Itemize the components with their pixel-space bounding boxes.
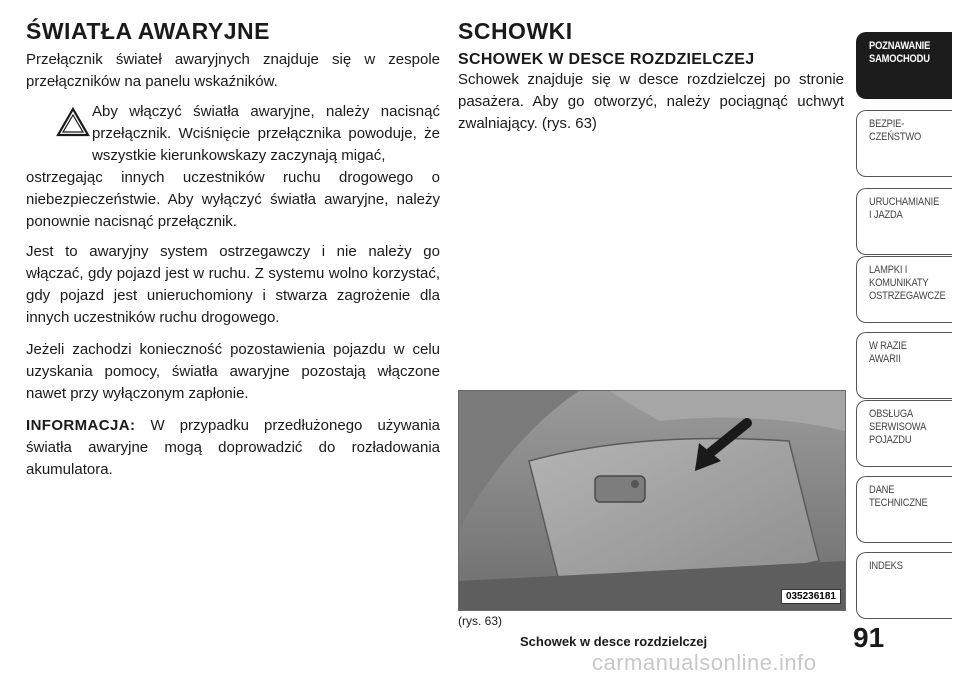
tab-indeks[interactable] xyxy=(856,552,952,619)
tab-poznawanie-samochodu[interactable] xyxy=(856,32,952,99)
glovebox-figure xyxy=(458,390,846,611)
tab-label: POZNAWANIE SAMOCHODU xyxy=(869,40,931,65)
tab-label: INDEKS xyxy=(869,560,903,572)
tab-label: LAMPKI I KOMUNIKATY OSTRZEGAWCZE xyxy=(869,264,946,302)
tab-lampki-i-komunikaty[interactable] xyxy=(856,256,952,323)
tab-label: DANE TECHNICZNE xyxy=(869,484,928,509)
tab-obsluga-serwisowa[interactable] xyxy=(856,400,952,467)
note-label: INFORMACJA: xyxy=(26,417,136,434)
note-text: W przypadku przedłużonego używania światła awaryjne mogą doprowadzić do rozładowania akumulatora. xyxy=(26,417,440,478)
paragraph-emergency-system: Jest to awaryjny system ostrzegawczy i nie należy go włączać, gdy pojazd jest w ruchu. Z systemu wolno korzystać, gdy pojazd jest unieruchomiony i stwarza zagrożenie dla innych uczestników ruchu drogowego. xyxy=(26,243,440,326)
glovebox-illustration xyxy=(459,391,845,610)
tab-label: OBSŁUGA SERWISOWA POJAZDU xyxy=(869,408,927,446)
tab-dane-techniczne[interactable] xyxy=(856,476,952,543)
section-title-storage: SCHOWKI xyxy=(458,18,573,44)
watermark: carmanualsonline.info xyxy=(592,650,817,675)
paragraph-leaving-vehicle: Jeżeli zachodzi konieczność pozostawienia pojazdu w celu uzyskania pomocy, światła awaryjne pozostają włączone nawet przy wyłączonym zapłonie. xyxy=(26,341,440,402)
figure-caption: Schowek w desce rozdzielczej xyxy=(520,634,708,649)
tab-label: BEZPIE- CZEŃSTWO xyxy=(869,118,922,143)
tab-w-razie-awarii[interactable] xyxy=(856,332,952,399)
warning-text-first: Aby włączyć światła awaryjne, należy nacisnąć przełącznik. Wciśnięcie przełącznika powoduje, że wszystkie kierunkowskazy zaczynają migać, xyxy=(92,103,440,164)
figure-reference: (rys. 63) xyxy=(458,614,503,628)
left-column xyxy=(26,18,440,491)
subsection-title-glovebox: SCHOWEK W DESCE ROZDZIELCZEJ xyxy=(458,51,755,68)
glovebox-paragraph: Schowek znajduje się w desce rozdzielczej po stronie pasażera. Aby go otworzyć, należy pociągnąć uchwyt zwalniający. (rys. 63) xyxy=(458,71,844,132)
right-column xyxy=(458,18,844,145)
warning-text-rest: ostrzegając innych uczestników ruchu drogowego o niebezpieczeństwie. Aby wyłączyć światła awaryjne, należy ponownie nacisnąć przełącznik. xyxy=(26,169,440,230)
tab-bezpieczenstwo[interactable] xyxy=(856,110,952,177)
tab-uruchamianie-i-jazda[interactable] xyxy=(856,188,952,255)
tab-label: W RAZIE AWARII xyxy=(869,340,907,365)
figure-code: 035236181 xyxy=(781,589,841,604)
section-title-hazard-lights: ŚWIATŁA AWARYJNE xyxy=(26,18,270,44)
intro-paragraph: Przełącznik świateł awaryjnych znajduje się w zespole przełączników na panelu wskaźników. xyxy=(26,51,440,90)
page-number: 91 xyxy=(853,622,885,653)
tab-label: URUCHAMIANIE I JAZDA xyxy=(869,196,940,221)
warning-triangle-icon xyxy=(56,107,90,137)
note-paragraph xyxy=(26,415,440,481)
warning-block xyxy=(26,101,440,233)
